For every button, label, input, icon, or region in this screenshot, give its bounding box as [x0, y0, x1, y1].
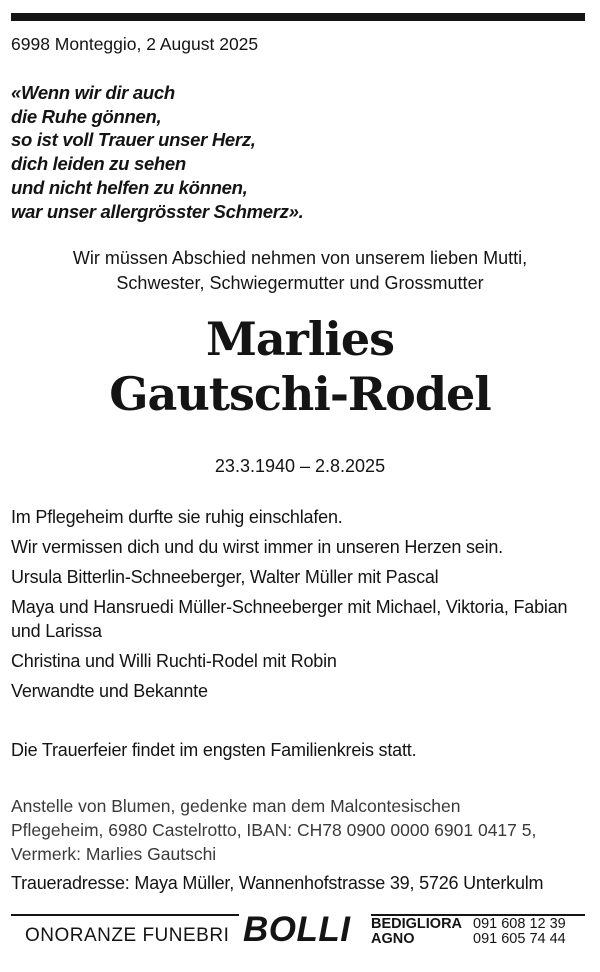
poem-line: war unser allergrösster Schmerz». — [11, 200, 304, 222]
locations — [371, 917, 462, 947]
last-name: Gautschi-Rodel — [109, 367, 491, 421]
intro-line: Wir müssen Abschied nehmen von unserem lieben Mutti, — [72, 248, 528, 268]
funeral-home-footer — [11, 909, 585, 949]
poem — [11, 81, 303, 223]
address-label: Traueradresse: — [11, 873, 130, 893]
body-paragraph: Maya und Hansruedi Müller-Schneeberger mit Michael, Viktoria, Fabian und Larissa — [11, 597, 568, 641]
body-paragraph: Christina und Willi Ruchti-Rodel mit Robin — [11, 651, 337, 671]
body-paragraph: Wir vermissen dich und du wirst immer in unseren Herzen sein. — [11, 537, 503, 557]
ceremony-note: Die Trauerfeier findet im engsten Familienkreis statt. — [11, 740, 417, 760]
farewell-intro — [0, 246, 600, 296]
poem-line: und nicht helfen zu können, — [11, 176, 248, 198]
body-paragraph: Ursula Bitterlin-Schneeberger, Walter Müller mit Pascal — [11, 567, 439, 587]
brand-logo: BOLLI — [243, 910, 351, 949]
life-dates: 23.3.1940 – 2.8.2025 — [214, 456, 386, 476]
footer-rule — [11, 914, 239, 916]
poem-line: so ist voll Trauer unser Herz, — [11, 129, 256, 151]
donation-note — [11, 794, 591, 866]
poem-line: dich leiden zu sehen — [11, 153, 186, 175]
place-date: 6998 Monteggio, 2 August 2025 — [11, 34, 259, 54]
intro-line: Schwester, Schwiegermutter und Grossmutter — [116, 273, 484, 293]
body-paragraph: Verwandte und Bekannte — [11, 681, 208, 701]
location: BEDIGLIORA — [371, 916, 463, 932]
first-name: Marlies — [205, 312, 395, 366]
mourning-address — [11, 873, 543, 894]
deceased-name — [0, 312, 600, 422]
donation-line: Anstelle von Blumen, gedenke man dem Malcontesischen — [11, 796, 461, 816]
mourners-text — [11, 505, 591, 709]
phone-number: 091 608 12 39 — [473, 916, 566, 932]
donation-line: Vermerk: Marlies Gautschi — [11, 844, 217, 864]
phone-number: 091 605 74 44 — [473, 931, 566, 947]
phone-numbers — [473, 917, 566, 947]
address-value: Maya Müller, Wannenhofstrasse 39, 5726 Unterkulm — [134, 873, 544, 893]
poem-line: «Wenn wir dir auch — [11, 82, 175, 103]
poem-line: die Ruhe gönnen, — [11, 105, 162, 127]
funeral-home-label: ONORANZE FUNEBRI — [25, 925, 230, 946]
top-rule — [11, 13, 585, 21]
location: AGNO — [371, 931, 415, 947]
donation-line: Pflegeheim, 6980 Castelrotto, IBAN: CH78 0900 0000 6901 0417 5, — [11, 820, 537, 840]
body-paragraph: Im Pflegeheim durfte sie ruhig einschlafen. — [11, 507, 343, 527]
